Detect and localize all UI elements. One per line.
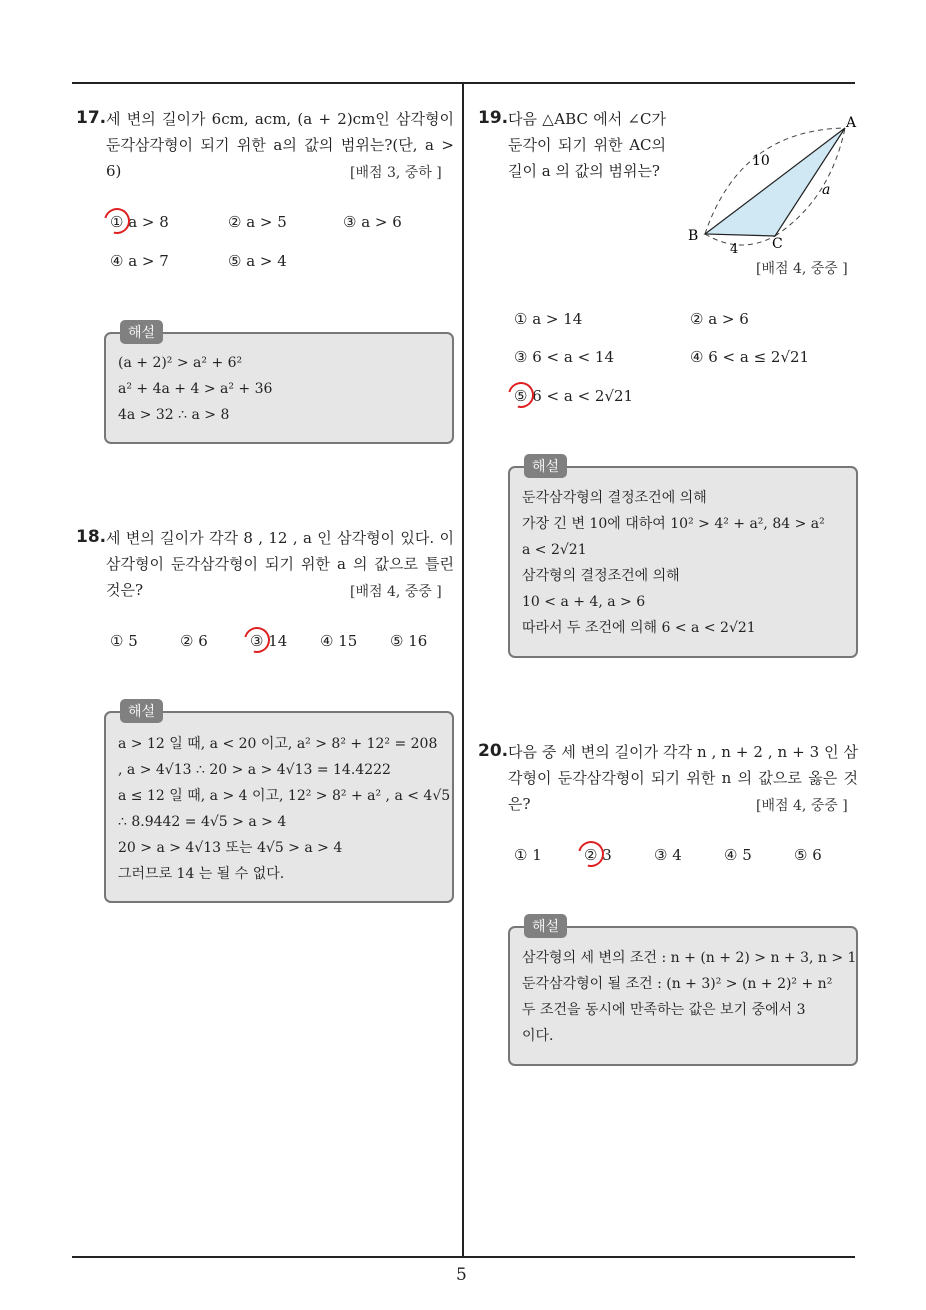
q20-solution-line-4: 이다.	[522, 1028, 554, 1044]
label-a-vertex: A	[846, 115, 857, 131]
q17-solution-line-2: a² + 4a + 4 > a² + 36	[118, 381, 273, 397]
q17-answer-mark	[99, 203, 135, 239]
q19-choice-4[interactable]: ④ 6 < a ≤ 2√21	[690, 348, 810, 366]
q20-choice-4[interactable]: ④ 5	[724, 846, 752, 864]
q20-choice-2[interactable]: ② 3	[584, 846, 612, 864]
column-divider	[462, 82, 464, 1258]
question-20-text: 다음 중 세 변의 길이가 각각 n , n + 2 , n + 3 인 삼각형이 둔각삼각형이 되기 위한 n 의 값으로 옳은 것은?	[508, 743, 858, 813]
q19-solution-line-6: 따라서 두 조건에 의해 6 < a < 2√21	[522, 620, 756, 636]
label-b-vertex: B	[688, 228, 699, 244]
q17-choice-4[interactable]: ④ a > 7	[110, 252, 169, 270]
question-20-number: 20.	[478, 741, 509, 761]
q20-solution-line-3: 두 조건을 동시에 만족하는 값은 보기 중에서 3	[522, 1002, 806, 1018]
q18-choice-4[interactable]: ④ 15	[320, 632, 358, 650]
question-19-number: 19.	[478, 108, 509, 128]
label-ab-length: 10	[752, 153, 770, 169]
bottom-rule	[72, 1256, 855, 1258]
q18-solution-line-2: , a > 4√13 ∴ 20 > a > 4√13 = 14.4222	[118, 762, 391, 778]
q20-choice-3[interactable]: ③ 4	[654, 846, 682, 864]
q19-choice-1[interactable]: ① a > 14	[514, 310, 583, 328]
q19-solution-line-2: 가장 긴 변 10에 대하여 10² > 4² + a², 84 > a²	[522, 516, 825, 532]
q18-solution-tag: 해설	[120, 699, 163, 723]
q19-solution-line-3: a < 2√21	[522, 542, 587, 558]
question-17-number: 17.	[76, 108, 107, 128]
q18-solution-line-1: a > 12 일 때, a < 20 이고, a² > 8² + 12² = 208	[118, 736, 438, 752]
question-19-meta: [배점 4, 중중 ]	[756, 261, 848, 277]
q20-choice-5[interactable]: ⑤ 6	[794, 846, 822, 864]
question-18-text: 세 변의 길이가 각각 8 , 12 , a 인 삼각형이 있다. 이 삼각형이 둔각삼각형이 되기 위한 a 의 값으로 틀린 것은?	[106, 529, 454, 599]
q17-choice-2[interactable]: ② a > 5	[228, 213, 287, 231]
question-18-meta: [배점 4, 중중 ]	[350, 584, 442, 600]
page-number: 5	[456, 1265, 467, 1285]
q18-solution-line-4: ∴ 8.9442 = 4√5 > a > 4	[118, 814, 287, 830]
q19-solution-tag: 해설	[524, 454, 567, 478]
q19-solution-line-4: 삼각형의 결정조건에 의해	[522, 568, 680, 584]
q17-solution-line-3: 4a > 32 ∴ a > 8	[118, 407, 230, 423]
question-17-meta: [배점 3, 중하 ]	[350, 165, 442, 181]
label-c-vertex: C	[772, 236, 783, 252]
q17-solution-line-1: (a + 2)² > a² + 6²	[118, 355, 243, 371]
question-18-number: 18.	[76, 527, 107, 547]
question-19-text: 다음 △ABC 에서 ∠C가 둔각이 되기 위한 AC의 길이 a 의 값의 범위는?	[508, 110, 666, 180]
q18-answer-mark	[239, 622, 275, 658]
q19-solution-line-5: 10 < a + 4, a > 6	[522, 594, 646, 610]
q20-choice-1[interactable]: ① 1	[514, 846, 542, 864]
q17-choice-3[interactable]: ③ a > 6	[343, 213, 402, 231]
q18-choice-1[interactable]: ① 5	[110, 632, 138, 650]
q20-answer-mark	[573, 836, 609, 872]
q18-solution-line-3: a ≤ 12 일 때, a > 4 이고, 12² > 8² + a² , a < 4√5	[118, 788, 451, 804]
label-bc-length: 4	[730, 242, 739, 255]
q18-choice-3[interactable]: ③ 14	[250, 632, 288, 650]
q19-answer-mark	[503, 377, 539, 413]
question-17-text: 세 변의 길이가 6cm, acm, (a + 2)cm인 삼각형이 둔각삼각형이 되기 위한 a의 값의 범위는?(단, a > 6)	[106, 110, 454, 180]
q18-solution-line-6: 그러므로 14 는 될 수 없다.	[118, 866, 285, 882]
q17-choice-1[interactable]: ① a > 8	[110, 213, 169, 231]
q18-solution-line-5: 20 > a > 4√13 또는 4√5 > a > 4	[118, 840, 343, 856]
q20-solution-line-1: 삼각형의 세 변의 조건 : n + (n + 2) > n + 3, n > 1	[522, 950, 857, 966]
triangle-figure	[680, 110, 860, 255]
q18-choice-5[interactable]: ⑤ 16	[390, 632, 428, 650]
q17-solution-tag: 해설	[120, 320, 163, 344]
q18-choice-2[interactable]: ② 6	[180, 632, 208, 650]
q19-solution-line-1: 둔각삼각형의 결정조건에 의해	[522, 490, 707, 506]
q19-choice-5[interactable]: ⑤ 6 < a < 2√21	[514, 387, 634, 405]
q20-solution-line-2: 둔각삼각형이 될 조건 : (n + 3)² > (n + 2)² + n²	[522, 976, 833, 992]
q17-choice-5[interactable]: ⑤ a > 4	[228, 252, 287, 270]
q20-solution-tag: 해설	[524, 914, 567, 938]
question-20-meta: [배점 4, 중중 ]	[756, 798, 848, 814]
q19-choice-2[interactable]: ② a > 6	[690, 310, 749, 328]
q19-choice-3[interactable]: ③ 6 < a < 14	[514, 348, 614, 366]
label-ac-length: a	[822, 182, 831, 198]
